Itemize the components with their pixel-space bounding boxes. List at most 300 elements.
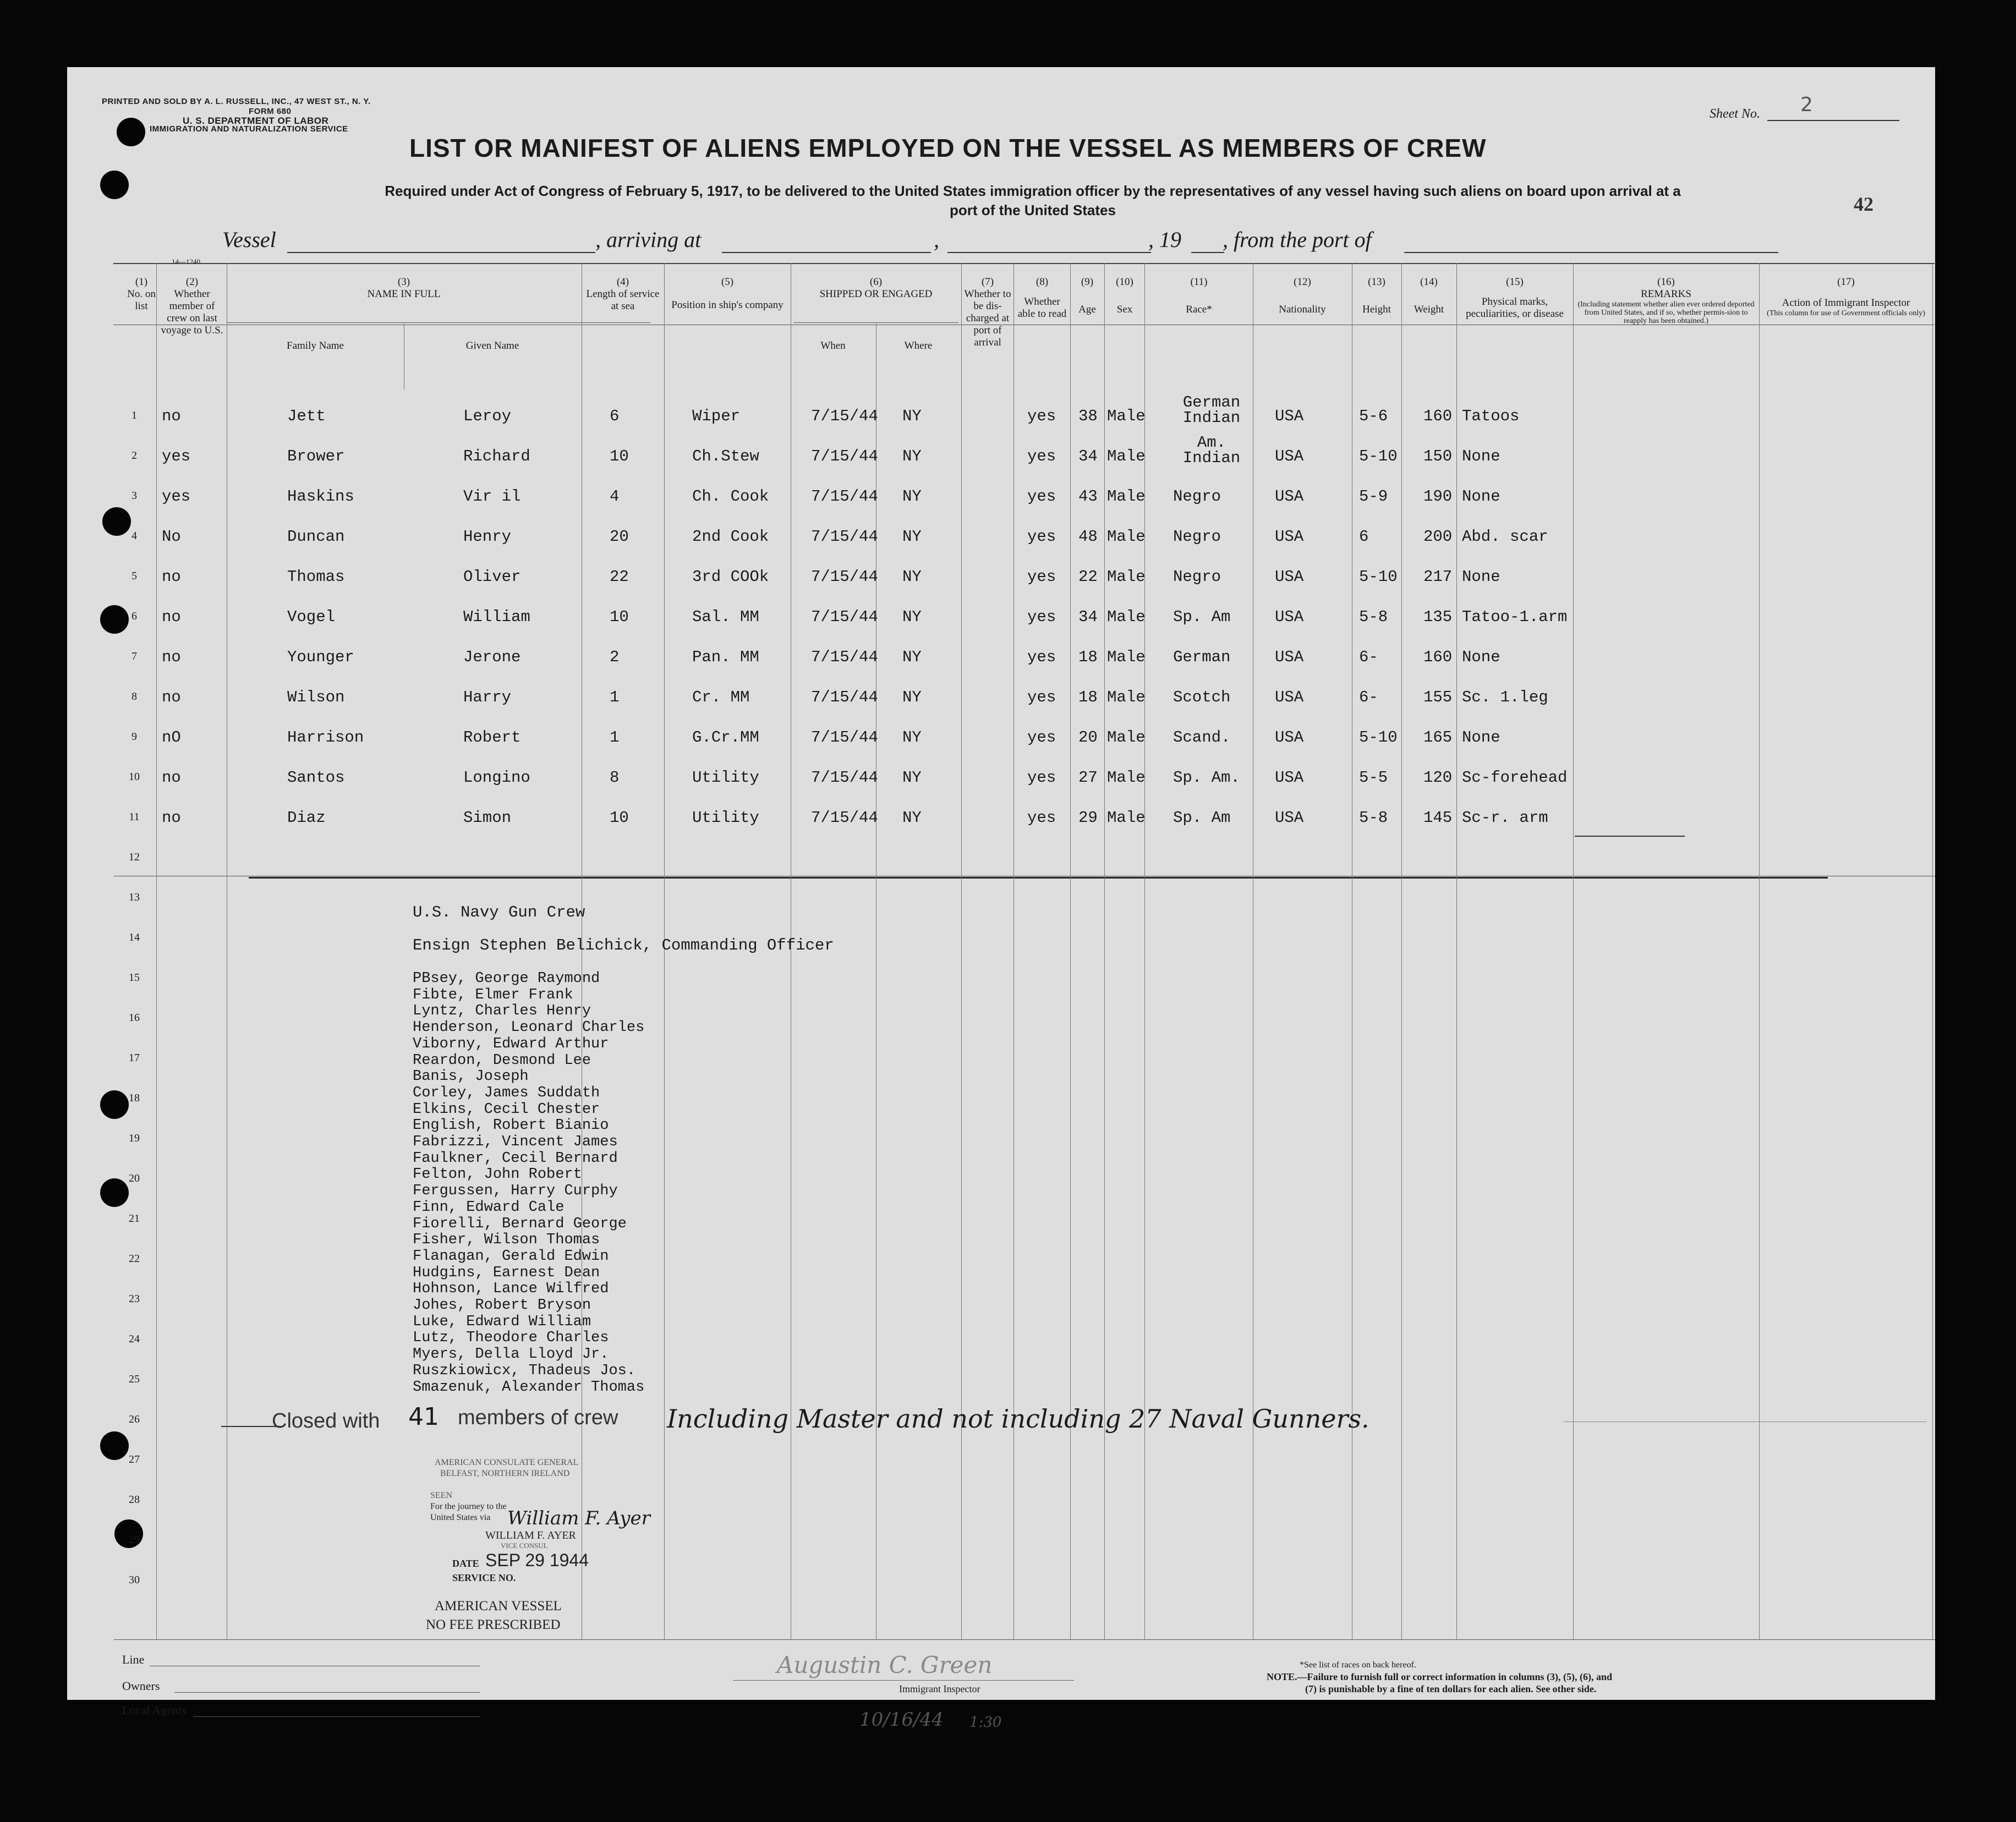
sex-cell: Male — [1107, 447, 1146, 465]
row-number: 7 — [132, 650, 137, 662]
height-cell: 5-5 — [1359, 769, 1388, 787]
gun-crew-name: Lutz, Theodore Charles — [413, 1330, 609, 1347]
family-name-cell: Vogel — [287, 608, 336, 626]
age-cell: 18 — [1078, 648, 1098, 666]
shipped-where-cell: NY — [902, 809, 922, 827]
col2-header: (2) Whether member of crew on last voyage to U.S. — [161, 276, 223, 336]
shipped-where-cell: NY — [902, 568, 922, 586]
manifest-sheet: PRINTED AND SOLD BY A. L. RUSSELL, INC., 47 WEST ST., N. Y. FORM 680 U. S. DEPARTMENT OF LABOR IMMIGRATION AND NATURALIZATION SERVICE Sheet No. 2 42 LIST OR MANIFEST OF ALIENS EMPLOYED ON THE VESSEL AS MEMBERS OF CREW Required under Act of Congress of February 5, 1917, to be delivered to the United States immigration officer by the representatives of any vessel having such aliens on board upon arrival at a port of the United States Vessel , arriving at , , 19 , from the port of 14—1240 (1) No. on list (2) Whether member of crew on last voyage to U.S. (3) NAME IN FULL Family Name Given Name (4) Length of service at sea (5) Position in ship's company (6) SHIPPED OR ENGAGED When Where (7) Whether to be dis-charged at port of arrival (8) Whether able to read (9) Age (10) Sex (11) Race* (12) Nationality (13) Height (14) Weight (15) Physical marks, peculiarities, or disease (16) REMARKS (Including statement whether alien ever ordered deported from United States, and if so, whether permis-sion to reapply has been obtained.) (17) Action of Immigrant Inspector (This column for use of Government officials only) 1 2 3 4 5 6 7 8 9 10 11 12 13 14 15 16 17 18 19 20 21 22 23 24 25 26 27 28 29 30 no Jett Leroy 6 Wiper 7/15/44 NY yes 38 Male German Indian USA 5-6 160 Tatoos yes Brower Richard 10 Ch.Stew 7/15/44 NY yes 34 Male Am. Indian USA 5-10 150 None yes Haskins Vir il 4 Ch. Cook 7/15/44 NY yes 43 Male Negro USA 5-9 190 None No Duncan Henry 20 2nd Cook 7/15/44 NY yes 48 Male Negro USA 6 200 Abd. scar no Thomas Oliver 22 3rd COOk 7/15/44 NY yes 22 Male Negro USA 5-10 217 None no Vogel William 10 Sal. MM 7/15/44 NY yes 34 Male Sp. Am USA 5-8 135 Tatoo-1.arm no Younger Jerone 2 Pan. MM 7/15/44 NY yes 18 Male German USA 6- 160 None no Wilson Harry 1 Cr. MM 7/15/44 NY yes 18 Male Scotch USA 6- 155 Sc. 1.leg nO Harrison Robert 1 G.Cr.MM 7/15/44 NY yes 20 Male Scand. USA 5-10 165 None no Santos Longino 8 Utility 7/15/44 NY yes 27 Male Sp. Am. USA 5-5 120 Sc-forehead no Diaz Simon 10 Utility 7/15/44 NY yes 29 Male Sp. Am USA 5-8 145 Sc-r. arm U.S. Navy Gun Crew Ensign Stephen Belichick, Commanding Officer PBsey, George Raymond Fibte, Elmer Frank Lyntz, Charles Henry Henderson, Leonard Charles Viborny, Edward Arthur Reardon, Desmond Lee Banis, Joseph Corley, James Suddath Elkins, Cecil Chester English, Robert Bianio Fabrizzi, Vincent James Faulkner, Cecil Bernard Felton, John Robert Fergussen, Harry Curphy Finn, Edward Cale Fiorelli, Bernard George Fisher, Wilson Thomas Flanagan, Gerald Edwin Hudgins, Earnest Dean Hohnson, Lance Wilfred Johes, Robert Bryson Luke, Edward William Lutz, Theodore Charles Myers, Della Lloyd Jr. Ruszkiowicx, Thadeus Jos. Smazenuk, Alexander Thomas Closed with 41 members of crew Including Master and not including 27 Naval Gunners. AMERICAN CONSULATE GENERAL BELFAST, NORTHERN IRELAND SEEN For the journey to the United States via William F. Ayer WILLIAM F. AYER VICE CONSUL DATE SEP 29 1944 SERVICE NO. AMERICAN VESSEL NO FEE PRESCRIBED Line Owners Local Agents Augustin C. Green Immigrant Inspector 10/16/44 1:30 *See list of races on back hereof. NOTE.—Failure to furnish full or correct information in columns (3), (5), (6), and (7) is punishable by a fine of ten dollars for each alien. See other side. — [67, 67, 1935, 1700]
physical-marks-cell: Tatoos — [1462, 407, 1520, 425]
nationality-cell: USA — [1275, 648, 1304, 666]
given-name-cell: Harry — [463, 688, 512, 706]
prior-voyage-cell: no — [162, 407, 181, 425]
height-cell: 5-8 — [1359, 608, 1388, 626]
physical-marks-cell: Tatoo-1.arm — [1462, 608, 1568, 626]
gun-crew-name: Banis, Joseph — [413, 1068, 529, 1085]
col14-header: (14) Weight — [1414, 276, 1444, 315]
row-number: 27 — [129, 1453, 140, 1466]
race-cell: Sp. Am. — [1173, 769, 1240, 787]
shipped-when-cell: 7/15/44 — [811, 648, 878, 666]
sex-cell: Male — [1107, 648, 1146, 666]
race-cell: Am. Indian — [1182, 433, 1241, 467]
shipped-when-cell: 7/15/44 — [811, 728, 878, 747]
end-of-list-rule — [249, 877, 1828, 879]
physical-marks-cell: Sc-forehead — [1462, 769, 1568, 787]
name-subheader-rule — [227, 322, 650, 323]
prior-voyage-cell: no — [162, 608, 181, 626]
vessel-label: Vessel — [222, 227, 276, 252]
row-number: 10 — [129, 771, 140, 783]
physical-marks-cell: None — [1462, 568, 1500, 586]
shipped-where-cell: NY — [902, 528, 922, 546]
able-to-read-cell: yes — [1027, 528, 1056, 546]
gun-crew-name: Elkins, Cecil Chester — [413, 1101, 600, 1118]
consulate-journey: For the journey to the — [430, 1502, 507, 1511]
given-name-cell: Henry — [463, 528, 512, 546]
gun-crew-name: Finn, Edward Cale — [413, 1199, 565, 1216]
able-to-read-cell: yes — [1027, 608, 1056, 626]
height-cell: 5-9 — [1359, 487, 1388, 506]
row-number: 20 — [129, 1172, 140, 1184]
sex-cell: Male — [1107, 487, 1146, 506]
no-fee-stamp: NO FEE PRESCRIBED — [426, 1617, 561, 1632]
family-name-cell: Santos — [287, 769, 345, 787]
row-number: 21 — [129, 1212, 140, 1225]
height-cell: 5-6 — [1359, 407, 1388, 425]
gun-crew-name: Myers, Della Lloyd Jr. — [413, 1346, 609, 1363]
col9-header: (9) Age — [1078, 276, 1096, 315]
given-name-cell: William — [463, 608, 530, 626]
prior-voyage-cell: nO — [162, 728, 181, 747]
physical-marks-cell: None — [1462, 728, 1500, 747]
inspector-signature-line — [733, 1680, 1074, 1681]
age-cell: 18 — [1078, 688, 1098, 706]
row-number: 9 — [132, 731, 137, 743]
col1-header: (1) No. on list — [127, 276, 156, 312]
col-rule — [1932, 263, 1933, 1639]
col-rule — [1456, 263, 1457, 1639]
able-to-read-cell: yes — [1027, 688, 1056, 706]
consular-date: SEP 29 1944 — [485, 1550, 589, 1570]
sex-cell: Male — [1107, 407, 1146, 425]
position-cell: 3rd COOk — [692, 568, 769, 586]
shipped-where-cell: NY — [902, 648, 922, 666]
given-name-cell: Jerone — [463, 648, 521, 666]
race-cell: Scand. — [1173, 728, 1231, 747]
table-bottom-rule — [114, 1639, 1935, 1640]
given-name-cell: Robert — [463, 728, 521, 747]
arriving-label: , arriving at — [595, 227, 702, 252]
row-number: 28 — [129, 1494, 140, 1506]
consulate-via: United States via — [430, 1513, 491, 1522]
row-number: 19 — [129, 1132, 140, 1144]
weight-cell: 145 — [1423, 809, 1453, 827]
sheet-underline — [1767, 120, 1899, 121]
race-cell: Negro — [1173, 568, 1221, 586]
sex-cell: Male — [1107, 769, 1146, 787]
form-number: FORM 680 — [249, 107, 292, 116]
weight-cell: 165 — [1423, 728, 1453, 747]
height-cell: 5-10 — [1359, 568, 1398, 586]
manifest-title: LIST OR MANIFEST OF ALIENS EMPLOYED ON THE VESSEL AS MEMBERS OF CREW — [409, 134, 1487, 162]
nationality-cell: USA — [1275, 407, 1304, 425]
col-rule — [156, 263, 157, 1639]
nationality-cell: USA — [1275, 728, 1304, 747]
year-label: , 19 — [1148, 227, 1181, 252]
gun-crew-name: Smazenuk, Alexander Thomas — [413, 1379, 645, 1396]
col-rule — [1401, 263, 1402, 1639]
physical-marks-cell: None — [1462, 487, 1500, 506]
subtitle-line-2: port of the United States — [950, 202, 1116, 218]
service-cell: 10 — [610, 608, 629, 626]
service-cell: 10 — [610, 809, 629, 827]
col11-header: (11) Race* — [1186, 276, 1212, 315]
able-to-read-cell: yes — [1027, 648, 1056, 666]
prior-voyage-cell: no — [162, 809, 181, 827]
col4-header: (4) Length of service at sea — [586, 276, 660, 312]
punch-hole — [117, 118, 145, 146]
family-name-cell: Wilson — [287, 688, 345, 706]
consulate-line-2: BELFAST, NORTHERN IRELAND — [440, 1469, 570, 1478]
height-cell: 5-10 — [1359, 728, 1398, 747]
able-to-read-cell: yes — [1027, 728, 1056, 747]
weight-cell: 160 — [1423, 407, 1453, 425]
nationality-cell: USA — [1275, 447, 1304, 465]
given-name-cell: Longino — [463, 769, 530, 787]
shipped-where-cell: NY — [902, 769, 922, 787]
family-name-cell: Brower — [287, 447, 345, 465]
local-agents-blank — [194, 1716, 480, 1717]
row-number: 16 — [129, 1012, 140, 1024]
shipped-when-cell: 7/15/44 — [811, 447, 878, 465]
family-name-cell: Jett — [287, 407, 326, 425]
position-cell: Utility — [692, 769, 759, 787]
position-cell: Utility — [692, 809, 759, 827]
able-to-read-cell: yes — [1027, 487, 1056, 506]
sex-cell: Male — [1107, 809, 1146, 827]
closing-count: 41 — [408, 1403, 439, 1431]
prior-voyage-cell: no — [162, 648, 181, 666]
shipped-when-cell: 7/15/44 — [811, 809, 878, 827]
family-name-cell: Younger — [287, 648, 354, 666]
line-label: Line — [122, 1653, 145, 1666]
shipped-when-cell: 7/15/44 — [811, 407, 878, 425]
races-note: *See list of races on back hereof. — [1300, 1660, 1416, 1670]
consulate-line-1: AMERICAN CONSULATE GENERAL — [435, 1458, 579, 1467]
given-name-cell: Vir il — [463, 487, 521, 506]
sex-cell: Male — [1107, 608, 1146, 626]
height-cell: 6- — [1359, 688, 1378, 706]
row-number: 24 — [129, 1333, 140, 1345]
inspector-label: Immigrant Inspector — [899, 1683, 980, 1694]
gun-crew-name: Luke, Edward William — [413, 1313, 591, 1330]
closing-handwritten-note: Including Master and not including 27 Naval Gunners. — [667, 1404, 1369, 1434]
given-name-cell: Richard — [463, 447, 530, 465]
service-cell: 2 — [610, 648, 620, 666]
height-cell: 6 — [1359, 528, 1369, 546]
year-blank — [1191, 252, 1224, 253]
consul-title: VICE CONSUL — [501, 1541, 548, 1550]
physical-marks-cell: Abd. scar — [1462, 528, 1548, 546]
race-cell: Negro — [1173, 528, 1221, 546]
gun-crew-name: Hudgins, Earnest Dean — [413, 1264, 600, 1281]
gun-crew-name: Flanagan, Gerald Edwin — [413, 1248, 609, 1265]
service-cell: 1 — [610, 688, 620, 706]
given-name-cell: Leroy — [463, 407, 512, 425]
prior-voyage-cell: no — [162, 568, 181, 586]
service-cell: 22 — [610, 568, 629, 586]
age-cell: 29 — [1078, 809, 1098, 827]
shipped-where-cell: NY — [902, 688, 922, 706]
weight-cell: 150 — [1423, 447, 1453, 465]
row-number: 2 — [132, 449, 137, 462]
row-number: 15 — [129, 972, 140, 984]
service-no-label: SERVICE NO. — [452, 1572, 516, 1583]
position-cell: G.Cr.MM — [692, 728, 759, 747]
gun-crew-name: Faulkner, Cecil Bernard — [413, 1150, 618, 1167]
weight-cell: 217 — [1423, 568, 1453, 586]
gun-crew-name: Hohnson, Lance Wilfred — [413, 1281, 609, 1298]
gun-crew-name: English, Robert Bianio — [413, 1117, 609, 1134]
gun-crew-name: Felton, John Robert — [413, 1166, 582, 1183]
sheet-label: Sheet No. — [1710, 107, 1760, 121]
owners-label: Owners — [122, 1679, 160, 1693]
weight-cell: 190 — [1423, 487, 1453, 506]
age-cell: 43 — [1078, 487, 1098, 506]
handwritten-time: 1:30 — [969, 1714, 1002, 1731]
shipped-when-cell: 7/15/44 — [811, 487, 878, 506]
members-of-crew-text: members of crew — [458, 1406, 618, 1429]
prior-voyage-cell: yes — [162, 447, 191, 465]
race-cell: German — [1173, 648, 1231, 666]
shipped-when-cell: 7/15/44 — [811, 568, 878, 586]
gun-crew-name: Fabrizzi, Vincent James — [413, 1134, 618, 1150]
sex-cell: Male — [1107, 688, 1146, 706]
arriving-blank — [722, 252, 931, 253]
sex-cell: Male — [1107, 528, 1146, 546]
col13-header: (13) Height — [1362, 276, 1391, 315]
race-cell: Scotch — [1173, 688, 1231, 706]
able-to-read-cell: yes — [1027, 568, 1056, 586]
given-name-cell: Simon — [463, 809, 512, 827]
table-top-rule — [113, 263, 1935, 264]
local-agents-label: Local Agents — [122, 1703, 187, 1717]
height-cell: 5-8 — [1359, 809, 1388, 827]
form-code: 14—1240 — [172, 257, 200, 266]
physical-marks-cell: Sc-r. arm — [1462, 809, 1548, 827]
given-name-cell: Oliver — [463, 568, 521, 586]
page-number: 42 — [1854, 193, 1873, 215]
race-cell: Sp. Am — [1173, 608, 1231, 626]
gun-crew-officer: Ensign Stephen Belichick, Commanding Officer — [413, 936, 834, 954]
family-name-cell: Haskins — [287, 487, 354, 506]
height-cell: 6- — [1359, 648, 1378, 666]
weight-cell: 160 — [1423, 648, 1453, 666]
subtitle-line-1: Required under Act of Congress of February 5, 1917, to be delivered to the United States immigration officer by the representatives of any vessel having such aliens on board upon arrival at a — [385, 183, 1681, 199]
gun-crew-name: Reardon, Desmond Lee — [413, 1052, 591, 1069]
family-name-cell: Diaz — [287, 809, 326, 827]
weight-cell: 200 — [1423, 528, 1453, 546]
col-rule — [1573, 263, 1574, 1639]
age-cell: 48 — [1078, 528, 1098, 546]
shipped-where-cell: NY — [902, 487, 922, 506]
prior-voyage-cell: no — [162, 688, 181, 706]
shipped-when-cell: 7/15/44 — [811, 688, 878, 706]
shipped-where-cell: NY — [902, 447, 922, 465]
position-cell: Ch.Stew — [692, 447, 759, 465]
physical-marks-cell: None — [1462, 447, 1500, 465]
col5-header: (5) Position in ship's company — [671, 276, 784, 311]
inspector-signature: Augustin C. Green — [777, 1651, 993, 1678]
nationality-cell: USA — [1275, 809, 1304, 827]
weight-cell: 135 — [1423, 608, 1453, 626]
vessel-blank — [287, 252, 595, 253]
position-cell: 2nd Cook — [692, 528, 769, 546]
col-rule — [1759, 263, 1760, 1639]
service-line: IMMIGRATION AND NATURALIZATION SERVICE — [150, 124, 348, 134]
fine-note-1: NOTE.—Failure to furnish full or correct information in columns (3), (5), (6), and — [1267, 1671, 1612, 1682]
col16-header: (16) REMARKS (Including statement whether alien ever ordered deported from United States, and if so, whether permis-sion to reapply has been obtained.) — [1577, 276, 1755, 325]
col3-given-header: Given Name — [465, 340, 519, 352]
american-vessel-stamp: AMERICAN VESSEL — [435, 1599, 562, 1614]
sex-cell: Male — [1107, 568, 1146, 586]
punch-hole — [100, 171, 129, 199]
row-number: 4 — [132, 530, 137, 542]
row-number: 30 — [129, 1574, 140, 1586]
physical-marks-cell: None — [1462, 648, 1500, 666]
row-number: 13 — [129, 891, 140, 903]
col3-header: (3) NAME IN FULL — [367, 276, 441, 300]
service-cell: 4 — [610, 487, 620, 506]
age-cell: 22 — [1078, 568, 1098, 586]
col7-header: (7) Whether to be dis-charged at port of arrival — [964, 276, 1011, 348]
row-number: 25 — [129, 1373, 140, 1385]
col6-when-header: When — [820, 340, 846, 352]
col12-header: (12) Nationality — [1279, 276, 1326, 315]
row-number: 26 — [129, 1413, 140, 1425]
shipped-where-cell: NY — [902, 608, 922, 626]
shipped-where-cell: NY — [902, 728, 922, 747]
age-cell: 38 — [1078, 407, 1098, 425]
gun-crew-name: Corley, James Suddath — [413, 1084, 600, 1101]
row-number: 6 — [132, 610, 137, 622]
able-to-read-cell: yes — [1027, 407, 1056, 425]
race-cell: Negro — [1173, 487, 1221, 506]
service-cell: 10 — [610, 447, 629, 465]
row-number: 23 — [129, 1293, 140, 1305]
gun-crew-name: Henderson, Leonard Charles — [413, 1019, 645, 1036]
race-cell: German Indian — [1182, 393, 1241, 427]
service-cell: 1 — [610, 728, 620, 747]
col17-header: (17) Action of Immigrant Inspector (This column for use of Government officials only) — [1767, 276, 1925, 317]
from-blank — [1404, 252, 1778, 253]
col3-family-header: Family Name — [287, 340, 344, 352]
able-to-read-cell: yes — [1027, 447, 1056, 465]
owners-blank — [174, 1692, 480, 1693]
prior-voyage-cell: no — [162, 769, 181, 787]
age-cell: 34 — [1078, 447, 1098, 465]
age-cell: 27 — [1078, 769, 1098, 787]
physical-marks-cell: Sc. 1.leg — [1462, 688, 1548, 706]
row-number: 12 — [129, 851, 140, 863]
gun-crew-heading: U.S. Navy Gun Crew — [413, 903, 585, 921]
nationality-cell: USA — [1275, 487, 1304, 506]
row-number: 3 — [132, 490, 137, 502]
age-cell: 20 — [1078, 728, 1098, 747]
shipped-when-cell: 7/15/44 — [811, 528, 878, 546]
service-cell: 8 — [610, 769, 620, 787]
prior-voyage-cell: No — [162, 528, 181, 546]
nationality-cell: USA — [1275, 608, 1304, 626]
position-cell: Ch. Cook — [692, 487, 769, 506]
able-to-read-cell: yes — [1027, 809, 1056, 827]
nationality-cell: USA — [1275, 528, 1304, 546]
consul-signature: William F. Ayer — [507, 1507, 650, 1529]
row-number: 1 — [132, 409, 137, 421]
prior-voyage-cell: yes — [162, 487, 191, 506]
department-line: U. S. DEPARTMENT OF LABOR — [183, 116, 329, 126]
gun-crew-name: Fibte, Elmer Frank — [413, 986, 573, 1003]
consul-name: WILLIAM F. AYER — [485, 1529, 576, 1541]
nationality-cell: USA — [1275, 769, 1304, 787]
date-blank — [947, 252, 1151, 253]
race-cell: Sp. Am — [1173, 809, 1231, 827]
handwritten-date: 10/16/44 — [859, 1709, 944, 1731]
row-number: 14 — [129, 931, 140, 943]
nationality-cell: USA — [1275, 568, 1304, 586]
position-cell: Sal. MM — [692, 608, 759, 626]
col6-where-header: Where — [904, 340, 933, 352]
family-name-cell: Thomas — [287, 568, 345, 586]
row-number: 8 — [132, 690, 137, 703]
gun-crew-name: Fiorelli, Bernard George — [413, 1215, 627, 1232]
gun-crew-name: Viborny, Edward Arthur — [413, 1035, 609, 1052]
family-name-cell: Duncan — [287, 528, 345, 546]
list-end-tail-rule — [1575, 836, 1685, 837]
shipped-when-cell: 7/15/44 — [811, 608, 878, 626]
closed-with-text: Closed with — [272, 1409, 380, 1433]
consulate-seen: SEEN — [430, 1491, 452, 1500]
from-label: , from the port of — [1223, 227, 1372, 252]
col8-header: (8) Whether able to read — [1017, 276, 1067, 320]
row-number: 22 — [129, 1253, 140, 1265]
position-cell: Wiper — [692, 407, 741, 425]
shipped-where-cell: NY — [902, 407, 922, 425]
gun-crew-name: Johes, Robert Bryson — [413, 1297, 591, 1314]
row-number: 17 — [129, 1052, 140, 1064]
gun-crew-name: Lyntz, Charles Henry — [413, 1003, 591, 1020]
gun-crew-name: PBsey, George Raymond — [413, 970, 600, 987]
position-cell: Pan. MM — [692, 648, 759, 666]
nationality-cell: USA — [1275, 688, 1304, 706]
family-name-cell: Harrison — [287, 728, 364, 747]
weight-cell: 155 — [1423, 688, 1453, 706]
fine-note-2: (7) is punishable by a fine of ten dollars for each alien. See other side. — [1305, 1683, 1597, 1694]
service-cell: 20 — [610, 528, 629, 546]
shipped-subheader-rule — [793, 322, 958, 323]
row-number: 5 — [132, 570, 137, 582]
col10-header: (10) Sex — [1116, 276, 1133, 315]
weight-cell: 120 — [1423, 769, 1453, 787]
col15-header: (15) Physical marks, peculiarities, or disease — [1466, 276, 1564, 320]
printer-line: PRINTED AND SOLD BY A. L. RUSSELL, INC., 47 WEST ST., N. Y. — [102, 97, 371, 106]
service-cell: 6 — [610, 407, 620, 425]
able-to-read-cell: yes — [1027, 769, 1056, 787]
col6-header: (6) SHIPPED OR ENGAGED — [819, 276, 933, 300]
height-cell: 5-10 — [1359, 447, 1398, 465]
shipped-when-cell: 7/15/44 — [811, 769, 878, 787]
date-label: DATE — [452, 1558, 479, 1569]
